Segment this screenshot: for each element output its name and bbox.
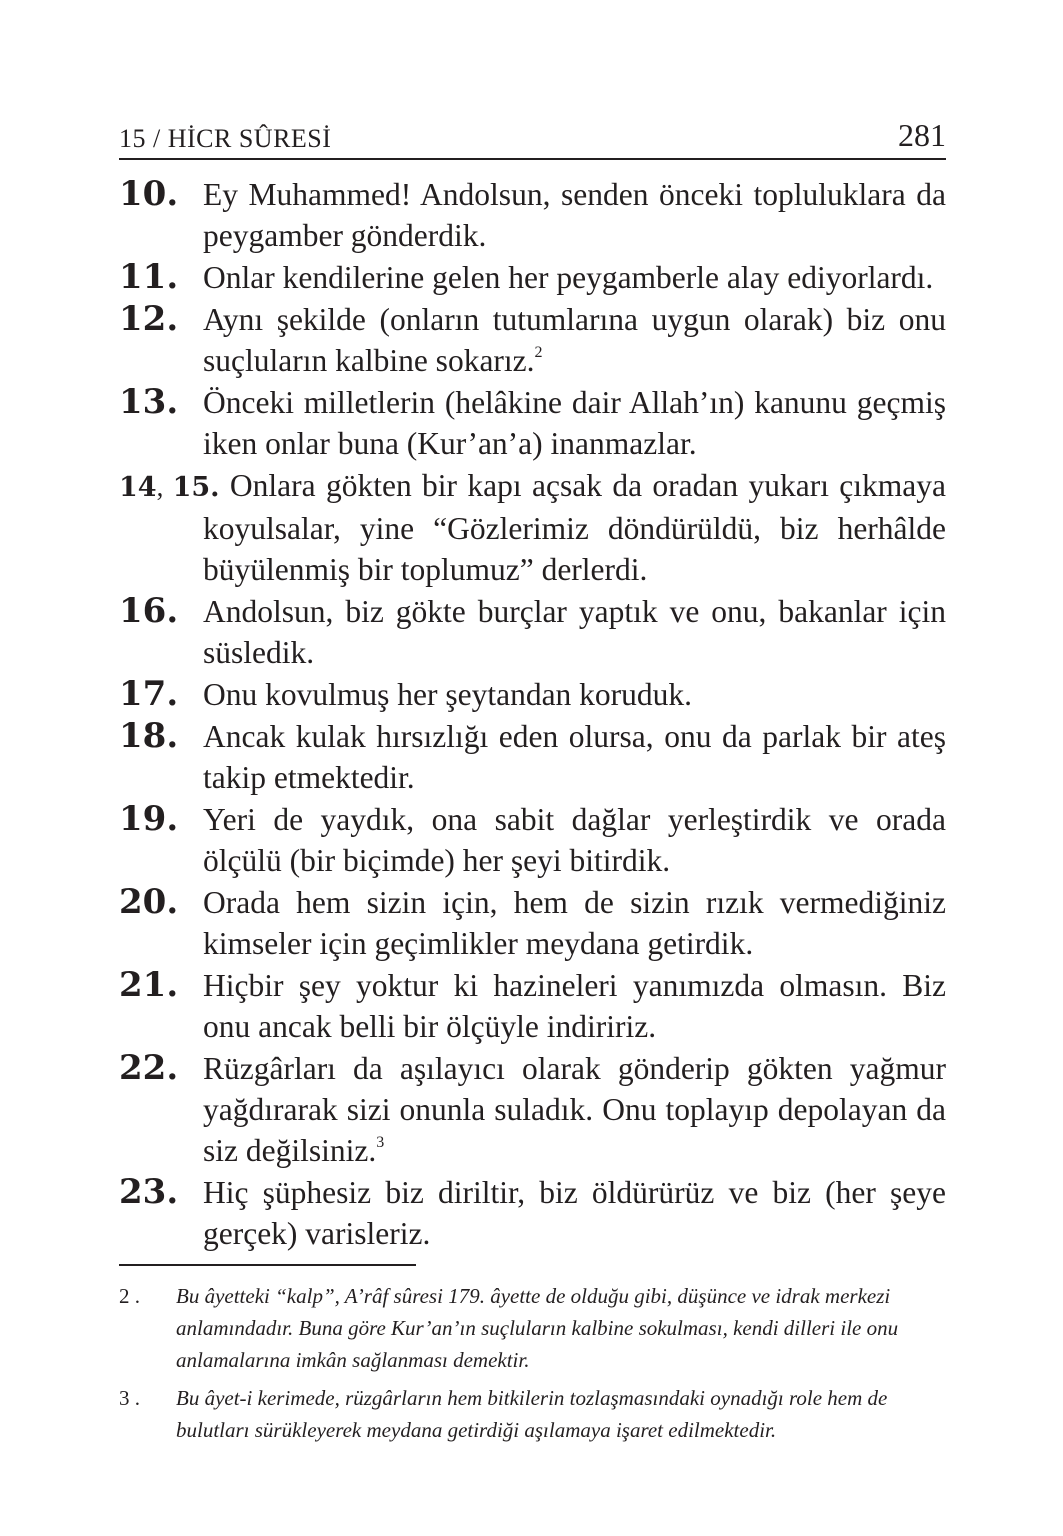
verse-number: 18.	[119, 716, 179, 756]
footnote-2	[119, 1280, 946, 1376]
verse-21	[119, 965, 946, 1047]
verse-18	[119, 716, 946, 798]
verse-text: Önceki milletlerin (helâkine dair Allah’ın) kanunu geçmiş iken onlar buna (Kur’an’a) inanmazlar.	[203, 385, 946, 461]
surah-title: 15 / HİCR SÛRESİ	[119, 124, 332, 153]
verse-13	[119, 382, 946, 464]
book-page	[119, 110, 946, 1452]
verse-22	[119, 1048, 946, 1171]
verse-12	[119, 299, 946, 381]
verse-text: Onlara gökten bir kapı açsak da oradan yukarı çıkmaya koyulsalar, yine “Gözlerimiz döndürüldü, biz herhâlde büyülenmiş bir toplumuz” derlerdi.	[203, 468, 946, 587]
verse-text: Yeri de yaydık, ona sabit dağlar yerleştirdik ve orada ölçülü (bir biçimde) her şeyi bitirdik.	[203, 802, 946, 878]
verse-text: Hiç şüphesiz biz diriltir, biz öldürürüz ve biz (her şeye gerçek) varisleriz.	[203, 1175, 946, 1251]
verse-number-separator: ,	[156, 472, 173, 502]
verse-text: Onlar kendilerine gelen her peygamberle alay ediyorlardı.	[203, 260, 934, 295]
verse-20	[119, 882, 946, 964]
footnote-list	[119, 1280, 946, 1446]
footnote-3	[119, 1382, 946, 1446]
footnote-reference: 3	[376, 1134, 385, 1151]
verse-number: 19.	[119, 799, 179, 839]
verse-text: Hiçbir şey yoktur ki hazineleri yanımızda olmasın. Biz onu ancak belli bir ölçüyle indiririz.	[203, 968, 946, 1044]
verse-10	[119, 174, 946, 256]
verse-text: Orada hem sizin için, hem de sizin rızık vermediğiniz kimseler için geçimlikler meydana getirdik.	[203, 885, 946, 961]
footnote-mark: 3 .	[119, 1386, 140, 1410]
verse-number: 22.	[119, 1048, 179, 1088]
verse-number: 12.	[119, 299, 179, 339]
verse-text: Rüzgârları da aşılayıcı olarak gönderip gökten yağmur yağdırarak sizi onunla suladık. Onu toplayıp depolayan da siz değilsiniz.	[203, 1051, 946, 1168]
verse-19	[119, 799, 946, 881]
footnote-text: Bu âyetteki “kalp”, A’râf sûresi 179. âyette de olduğu gibi, düşünce ve idrak merkezi anlamındadır. Buna göre Kur’an’ın suçluların kalbine sokulması, kendi dilleri ile onu anlamalarına imkân sağlanması demektir.	[176, 1284, 899, 1372]
verse-14-15	[119, 465, 946, 590]
verse-list	[119, 174, 946, 1254]
verse-text: Aynı şekilde (onların tutumlarına uygun olarak) biz onu suçluların kalbine sokarız.	[203, 302, 946, 378]
verse-text: Onu kovulmuş her şeytandan koruduk.	[203, 677, 693, 712]
verse-number: 10.	[119, 174, 179, 214]
running-header	[119, 110, 946, 160]
verse-number: 11.	[119, 257, 179, 297]
verse-number: 21.	[119, 965, 179, 1005]
verse-text: Ey Muhammed! Andolsun, senden önceki topluluklara da peygamber gönderdik.	[203, 177, 946, 253]
verse-11	[119, 257, 946, 298]
verse-text: Andolsun, biz gökte burçlar yaptık ve onu, bakanlar için süsledik.	[203, 594, 946, 670]
verse-number: 15.	[172, 472, 220, 503]
verse-number: 13.	[119, 382, 179, 422]
verse-number: 16.	[119, 591, 179, 631]
verse-23	[119, 1172, 946, 1254]
verse-number: 17.	[119, 674, 179, 714]
page-number: 281	[898, 117, 946, 153]
footnote-text: Bu âyet-i kerimede, rüzgârların hem bitkilerin tozlaşmasındaki oynadığı role hem de bulutları sürükleyerek meydana getirdiği aşılamaya işaret edilmektedir.	[176, 1386, 888, 1442]
footnote-mark: 2 .	[119, 1284, 140, 1308]
verse-16	[119, 591, 946, 673]
verse-17	[119, 674, 946, 715]
verse-number: 14	[119, 472, 157, 503]
footnote-reference: 2	[534, 344, 543, 361]
verse-number: 23.	[119, 1172, 179, 1212]
verse-text: Ancak kulak hırsızlığı eden olursa, onu da parlak bir ateş takip etmektedir.	[203, 719, 946, 795]
verse-number: 20.	[119, 882, 179, 922]
footnote-divider	[119, 1264, 416, 1266]
